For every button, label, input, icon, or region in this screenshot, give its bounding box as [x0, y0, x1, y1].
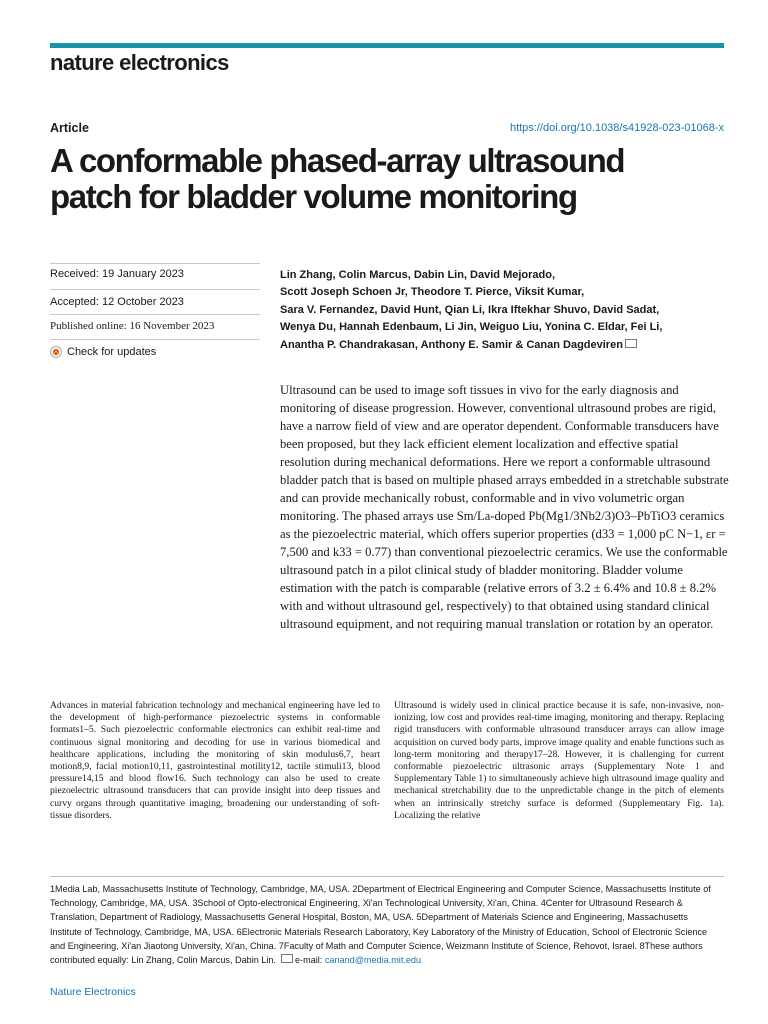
author-line-5 [280, 337, 732, 354]
author-list [280, 267, 732, 354]
meta-rule-2 [50, 314, 260, 315]
email-prefix: e-mail: [295, 955, 323, 966]
accepted-date: Accepted: 12 October 2023 [50, 296, 184, 308]
check-updates-icon [50, 346, 62, 358]
affiliations-rule [50, 876, 724, 877]
meta-rule-3 [50, 339, 260, 340]
author-line-4: Wenya Du, Hannah Edenbaum, Li Jin, Weiguo Liu, Yonina C. Eldar, Fei Li, [280, 321, 663, 334]
check-updates-button[interactable] [50, 346, 260, 358]
author-line-3: Sara V. Fernandez, David Hunt, Qian Li, Ikra Iftekhar Shuvo, David Sadat, [280, 303, 660, 316]
author-line-5-text: Anantha P. Chandrakasan, Anthony E. Samir & Canan Dagdeviren [280, 338, 623, 351]
meta-rule-1 [50, 289, 260, 290]
affiliations-text: 1Media Lab, Massachusetts Institute of Technology, Cambridge, MA, USA. 2Department of Electrical Engineering and Computer Science, Massachusetts Institute of Technology, Cambridge, MA, USA. 3School of Opto-electronical Engineering, Xi'an Technological University, Xi'an, China. 4Center for Ultrasound Research & Translation, Department of Radiology, Massachusetts General Hospital, Boston, MA, USA. 5Department of Materials Science and Engineering, Massachusetts Institute of Technology, Cambridge, MA, USA. 6Electronic Materials Research Laboratory, Key Laboratory of the Ministry of Education, School of Electronic Science and Engineering, Xi'an Jiaotong University, Xi'an, China. 7Faculty of Math and Computer Science, Weizmann Institute of Science, Rehovot, Israel. 8These authors contributed equally: Lin Zhang, Colin Marcus, Dabin Lin. [50, 884, 711, 966]
article-title [50, 143, 730, 215]
affiliations [50, 882, 720, 967]
check-updates-label: Check for updates [67, 346, 157, 358]
author-line-2: Scott Joseph Schoen Jr, Theodore T. Pierce, Viksit Kumar, [280, 286, 585, 299]
body-column-right: Ultrasound is widely used in clinical practice because it is safe, non-invasive, non-ionizing, low cost and provides real-time imaging, monitoring and therapy. Replacing rigid transducers with conformable ultrasound transducer arrays can allow image acquisition on curved body parts, improve image quality and enable functions such as long-term monitoring and therapy17–28. However, it is challenging for current conformable piezoelectric ultrasonic arrays (Supplementary Note 1 and Supplementary Table 1) to simultaneously achieve high ultrasound image quality and mechanical stretchability due to the unpredictable change in the pitch of elements when an intrinsically stretchy surface is deformed (Supplementary Fig. 1a). Localizing the relative [394, 700, 724, 821]
title-line-1: A conformable phased-array ultrasound [50, 142, 625, 179]
journal-name: nature electronics [50, 50, 229, 75]
title-line-2: patch for bladder volume monitoring [50, 178, 577, 215]
email-link[interactable]: canand@media.mit.edu [324, 955, 422, 966]
footer-journal-name[interactable]: Nature Electronics [50, 986, 136, 998]
author-line-1: Lin Zhang, Colin Marcus, Dabin Lin, David Mejorado, [280, 269, 556, 281]
email-envelope-icon [281, 954, 293, 963]
envelope-icon[interactable] [625, 339, 637, 348]
doi-link[interactable]: https://doi.org/10.1038/s41928-023-01068-x [509, 122, 724, 134]
meta-top-rule [50, 263, 260, 264]
journal-header-bar [50, 43, 724, 48]
published-date: Published online: 16 November 2023 [50, 320, 215, 332]
article-type-label: Article [50, 121, 89, 135]
body-column-left: Advances in material fabrication technology and mechanical engineering have led to the development of high-performance piezoelectric systems in conformable formats1–5. Such piezoelectric conformable electronics can exhibit real-time and continuous signal monitoring and decoding for use in various biomedical and healthcare applications, including the monitoring of skin modulus6,7, heart motion8,9, facial motion10,11, gastrointestinal motility12, tactile stimuli13, blood pressure14,15 and blood flow16. Such technology can also be used to create piezoelectric ultrasound transducers that can provide insight into deep tissues and curvy organs through quantitative imaging, broadening our understanding of soft-tissue disorders. [50, 700, 380, 821]
abstract: Ultrasound can be used to image soft tissues in vivo for the early diagnosis and monitoring of disease progression. However, conventional ultrasound probes are rigid, have a narrow field of view and are operator dependent. Conformable transducers have been proposed, but they lack efficient element localization and effective spatial resolution during mechanical deformations. Here we report a conformable ultrasound bladder patch that is based on multiple phased arrays embedded in a stretchable substrate and can provide mechanically robust, conformable and in vivo volumetric organ monitoring. The phased arrays use Sm/La-doped Pb(Mg1/3Nb2/3)O3–PbTiO3 ceramics as the piezoelectric material, which offers superior properties (d33 = 1,000 pC N−1, εr = 7,500 and k33 = 0.77) than conventional piezoelectric ceramics. We use the conformable ultrasound patch in a pilot clinical study of bladder monitoring. Bladder volume estimation with the patch is comparable (relative errors of 3.2 ± 6.4% and 10.8 ± 8.2% with and without ultrasound gel, respectively) to that obtained using standard clinical ultrasound equipment, and not requiring manual translation or rotation by an operator. [280, 383, 729, 631]
received-date: Received: 19 January 2023 [50, 268, 184, 280]
